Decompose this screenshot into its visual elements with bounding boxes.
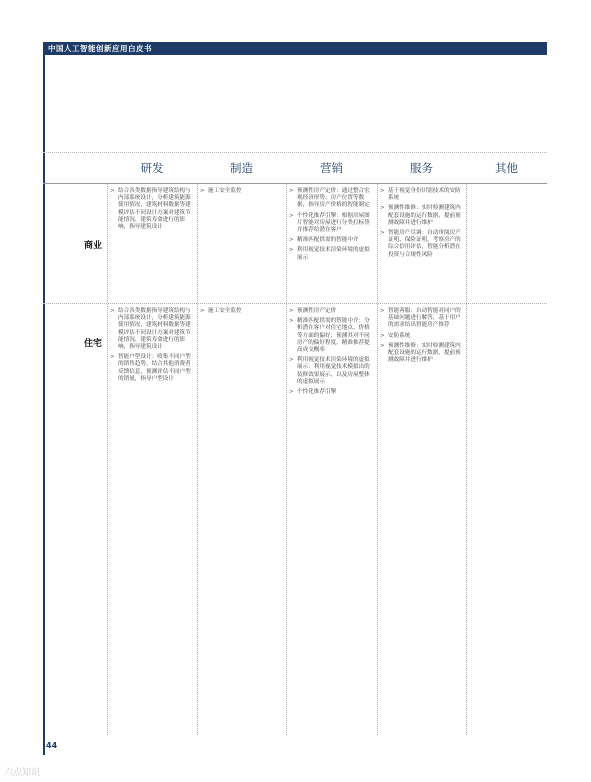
column-divider — [286, 184, 287, 735]
cell-residential-marketing — [289, 308, 373, 399]
cell-commercial-manufacturing — [200, 188, 282, 198]
cell-item: > 预测性维修：实时检测建筑内配套设施的运行数据，提前预测故障并进行维护 — [380, 205, 461, 226]
cell-item: > 结合各类数据指导建筑结构与内部系统设计，分析建筑能源使用情况，建筑材料数据等建模评估不同设计方案对建筑节能情况、建筑寿命进行的影响，指导建筑设计 — [110, 308, 191, 351]
chevron-right-icon: > — [380, 230, 385, 237]
cell-item: > 智能房产尽调：自动审阅房产证明、保险证明，考察房产的综合信用评估，智能分析潜在投资与合规性风险 — [380, 230, 461, 258]
cell-commercial-marketing — [289, 188, 373, 265]
cell-item: > 个性化推荐引擎 — [289, 389, 337, 396]
cell-residential-manufacturing — [200, 308, 282, 318]
cell-residential-service — [380, 308, 463, 367]
chevron-right-icon: > — [110, 308, 115, 314]
chevron-right-icon: > — [110, 354, 115, 361]
cell-item: > 预测性维修：实时检测建筑内配套设施的运行数据，提前预测故障并进行维护 — [380, 342, 461, 364]
chevron-right-icon: > — [380, 342, 385, 349]
row-label-residential: 住宅 — [83, 339, 102, 349]
chevron-right-icon: > — [380, 308, 385, 314]
chevron-right-icon: > — [380, 332, 385, 339]
cell-item: > 预测性房产定价 — [289, 308, 337, 314]
column-divider — [197, 184, 198, 735]
row-divider — [43, 303, 547, 304]
document-header-bar — [43, 42, 547, 55]
chevron-right-icon: > — [110, 188, 115, 194]
cell-item: > 结合各类数据指导建筑结构与内部系统设计，分析建筑能源使用情况，建筑材料数据等建模评估不同设计方案对建筑节能情况、建筑寿命进行的影响，指导建筑设计 — [110, 188, 191, 231]
chevron-right-icon: > — [289, 237, 294, 244]
cell-item: > 利用视觉技术渲染环境的虚拟展示 — [289, 247, 370, 261]
chevron-right-icon: > — [289, 188, 294, 194]
cell-item: > 安防系统 — [380, 332, 411, 339]
chevron-right-icon: > — [289, 389, 294, 396]
cell-item: > 智能户型设计：收集不同户型的销售趋势，结合其他消费者反馈信息，预测评估不同户型的销量，指导户型设计 — [110, 354, 191, 382]
cell-residential-research — [110, 308, 194, 386]
chevron-right-icon: > — [380, 188, 385, 194]
chevron-right-icon: > — [200, 308, 205, 314]
column-header-research: 研发 — [140, 161, 164, 175]
chevron-right-icon: > — [289, 357, 294, 364]
column-divider — [466, 184, 467, 735]
cell-item: > 智能客服：自动智能对同户的基础问题进行解答，基于用户的需求给出智能房产推荐 — [380, 308, 461, 329]
chevron-right-icon: > — [289, 247, 294, 254]
page-number: 44 — [46, 741, 58, 750]
column-divider — [377, 184, 378, 735]
row-label-commercial: 商业 — [83, 241, 102, 251]
column-divider — [107, 184, 108, 735]
watermark: 六点知识 — [4, 768, 41, 778]
column-header-service: 服务 — [410, 161, 433, 175]
column-header-manufacturing: 制造 — [230, 161, 253, 175]
chevron-right-icon: > — [289, 318, 294, 325]
document-title: 中国人工智能创新应用白皮书 — [48, 44, 152, 53]
cell-item: > 精准匹配供需的智能中介 — [289, 237, 359, 244]
cell-item: > 精准匹配供需的智能中介：分析潜在客户对住宅地点、价格等方面的偏好，预测其对不同房产的偏好程度，精准推荐提高成交概率 — [289, 318, 370, 354]
table-header-row — [43, 152, 547, 184]
cell-item: > 利用视觉技术渲染环境的虚拟展示：利用视觉技术模拟出的装修效果展示，以及房屋整体的虚拟展示 — [289, 357, 370, 385]
cell-item: > 个性化推荐引擎：根据房屋图片智能对房屋进行分类打标签并推荐给潜在客户 — [289, 212, 370, 234]
column-header-other: 其他 — [495, 161, 518, 175]
cell-item: > 基于视觉身份识别技术的安防系统 — [380, 188, 461, 202]
chevron-right-icon: > — [380, 205, 385, 212]
cell-item: > 施工安全监控 — [200, 308, 242, 314]
chevron-right-icon: > — [200, 188, 205, 194]
column-header-marketing: 营销 — [320, 161, 343, 175]
chevron-right-icon: > — [289, 212, 294, 219]
chevron-right-icon: > — [289, 308, 294, 314]
cell-item: > 预测性房产定价：通过整合宏观经济形势、房产位置等数据，指导房产价格的智能制定 — [289, 188, 370, 209]
cell-item: > 施工安全监控 — [200, 188, 242, 194]
cell-commercial-service — [380, 188, 463, 262]
cell-commercial-research — [110, 188, 194, 234]
